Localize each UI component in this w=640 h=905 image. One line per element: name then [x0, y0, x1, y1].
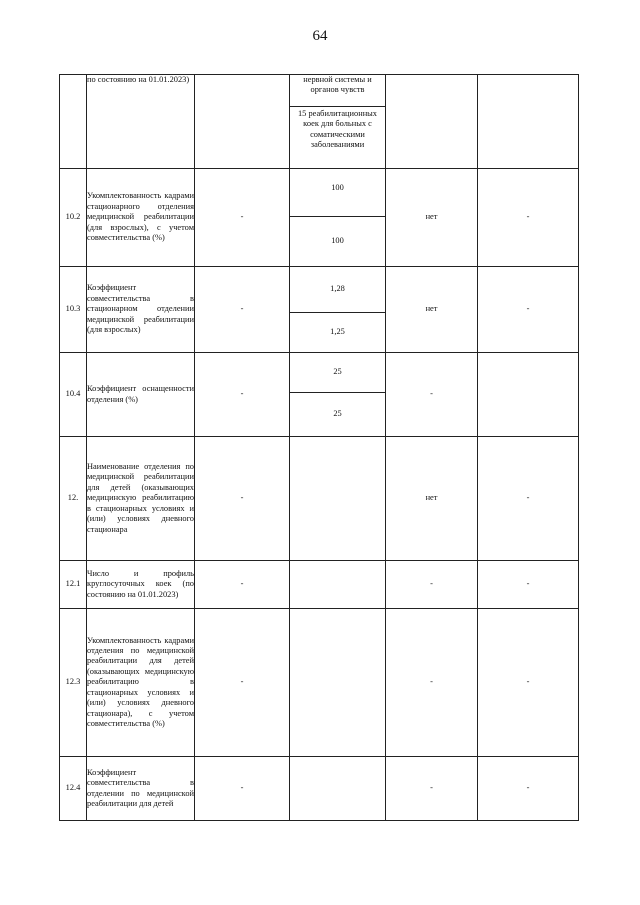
row-col4 — [386, 75, 478, 169]
row-number: 10.3 — [60, 267, 87, 353]
row-description: Число и профиль круглосуточных коек (по состоянию на 01.01.2023) — [87, 561, 195, 609]
row-value-a: 100 — [290, 169, 386, 217]
row-description: Укомплектованность кадрами стационарного отделения медицинской реабилитации (для взрослых), с учетом совместительства (%) — [87, 169, 195, 267]
page-number: 64 — [312, 28, 328, 44]
row-value-a: нервной системы и органов чувств — [290, 75, 386, 107]
row-col2: - — [195, 267, 290, 353]
row-col5 — [478, 353, 579, 437]
row-number: 12.1 — [60, 561, 87, 609]
row-col4: - — [386, 757, 478, 821]
table-row — [60, 267, 579, 313]
row-value-b: 1,25 — [290, 313, 386, 353]
row-col4: - — [386, 609, 478, 757]
table-row — [60, 561, 579, 609]
row-description: Наименование отделения по медицинской реабилитации для детей (оказывающих медицинскую реабилитацию в стационарных условиях и (или) условиях дневного стационара — [87, 437, 195, 561]
row-col5: - — [478, 267, 579, 353]
row-col2: - — [195, 437, 290, 561]
table-row — [60, 75, 579, 107]
row-col2 — [195, 75, 290, 169]
row-col2: - — [195, 757, 290, 821]
row-col4: нет — [386, 169, 478, 267]
row-number: 12. — [60, 437, 87, 561]
row-description: Коэффициент совместительства в отделении по медицинской реабилитации для детей — [87, 757, 195, 821]
row-value-a: 1,28 — [290, 267, 386, 313]
row-value-b: 25 — [290, 393, 386, 437]
row-col3 — [290, 437, 386, 561]
row-col2: - — [195, 169, 290, 267]
table-row — [60, 169, 579, 217]
table-row — [60, 353, 579, 393]
row-description: Коэффициент оснащенности отделения (%) — [87, 353, 195, 437]
row-description: Укомплектованность кадрами отделения по медицинской реабилитации для детей (оказывающих медицинскую реабилитацию в стационарных условиях и (или) условиях дневного стационара), с учетом совместительства (%) — [87, 609, 195, 757]
row-col4: - — [386, 353, 478, 437]
row-description: по состоянию на 01.01.2023) — [87, 75, 195, 169]
row-col5: - — [478, 561, 579, 609]
table-row — [60, 609, 579, 757]
row-col2: - — [195, 609, 290, 757]
row-col5: - — [478, 757, 579, 821]
row-value-b: 100 — [290, 217, 386, 267]
row-col4: нет — [386, 267, 478, 353]
row-value-a: 25 — [290, 353, 386, 393]
indicators-table — [59, 74, 579, 821]
row-col5: - — [478, 437, 579, 561]
row-value-b: 15 реабилитационных коек для больных с соматическими заболеваниями — [290, 107, 386, 169]
row-col3 — [290, 609, 386, 757]
row-col2: - — [195, 353, 290, 437]
table-row — [60, 437, 579, 561]
table-row — [60, 757, 579, 821]
row-number: 10.2 — [60, 169, 87, 267]
row-col5: - — [478, 609, 579, 757]
row-description: Коэффициент совместительства в стационарном отделении медицинской реабилитации (для взрослых) — [87, 267, 195, 353]
row-col4: нет — [386, 437, 478, 561]
row-number — [60, 75, 87, 169]
row-col2: - — [195, 561, 290, 609]
row-col3 — [290, 561, 386, 609]
row-col5: - — [478, 169, 579, 267]
row-col5 — [478, 75, 579, 169]
row-number: 10.4 — [60, 353, 87, 437]
row-number: 12.4 — [60, 757, 87, 821]
row-col3 — [290, 757, 386, 821]
row-number: 12.3 — [60, 609, 87, 757]
row-col4: - — [386, 561, 478, 609]
